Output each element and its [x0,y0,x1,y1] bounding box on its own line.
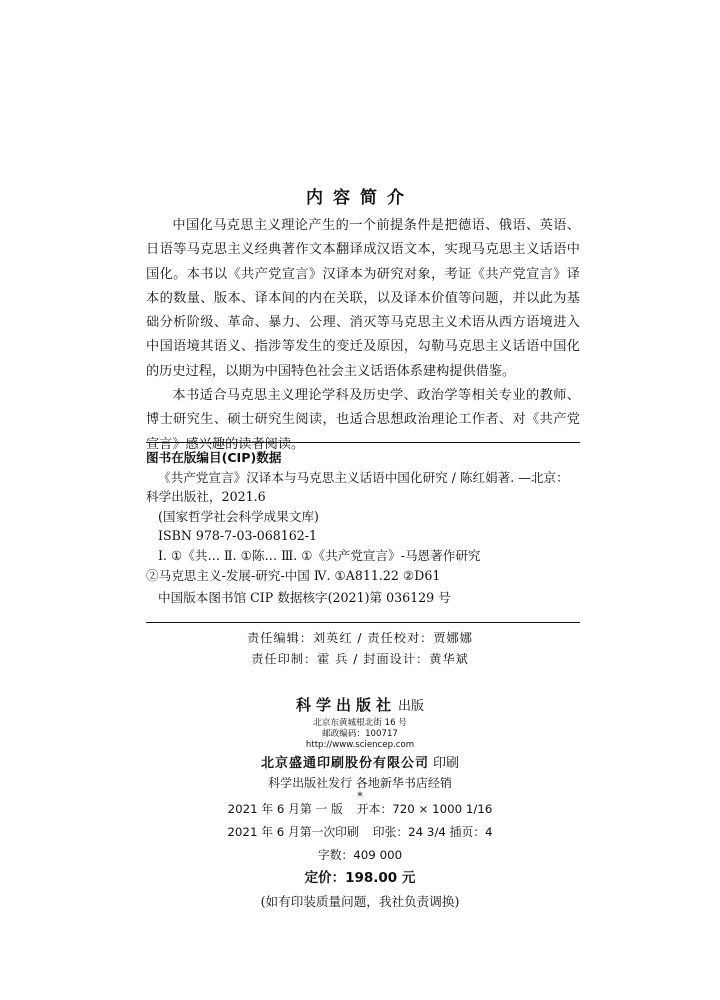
cip-isbn-line: ISBN 978-7-03-068162-1 [158,528,318,544]
edition-format: 开本：720 × 1000 1/16 [356,802,493,816]
cip-bottom-rule [146,622,580,623]
edition-date: 2021 年 6 月第 一 版 [227,802,343,816]
editor-line: 责任编辑：刘英红 / 责任校对：贾娜娜 [247,631,473,645]
cip-record-number: 中国版本图书馆 CIP 数据核字(2021)第 036129 号 [158,590,451,606]
editor-credits [0,628,720,670]
cip-subject-line: ②马克思主义-发展-研究-中国 Ⅳ. ①A811.22 ②D61 [146,567,441,583]
cip-publisher-line: 科学出版社，2021.6 [146,489,266,505]
publisher-suffix: 出版 [398,699,425,714]
price: 定价：198.00 元 [304,870,416,886]
publisher-url: http://www.sciencep.com [305,740,415,750]
publisher-address: 北京东黄城根北街 16 号 [313,718,407,728]
edition-block [0,798,720,913]
print-sheets: 印张：24 3/4 插页：4 [372,825,493,839]
print-date: 2021 年 6 月第一次印刷 [227,825,359,839]
cip-top-rule [146,442,580,443]
cip-block [146,448,580,608]
editor-line: 责任印制：霍 兵 / 封面设计：黄华斌 [251,652,469,666]
distribution-line: 科学出版社发行 各地新华书店经销 [268,776,452,790]
summary-body [146,214,580,457]
publisher-postcode: 邮政编码：100717 [322,729,398,739]
separator-star: * [357,790,363,803]
cip-subject-line: Ⅰ. ①《共… Ⅱ. ①陈… Ⅲ. ①《共产党宣言》-马恩著作研究 [158,547,481,563]
printer-suffix: 印刷 [433,756,460,771]
cip-heading: 图书在版编目(CIP)数据 [146,450,282,465]
publisher-name: 科学出版社 [295,696,396,714]
printer-name: 北京盛通印刷股份有限公司 [260,756,429,771]
word-count: 字数：409 000 [317,848,403,862]
summary-title: 内容简介 [306,188,414,208]
quality-notice: (如有印装质量问题，我社负责调换) [260,894,460,909]
summary-paragraph: 本书适合马克思主义理论学科及历史学、政治学等相关专业的教师、博士研究生、硕士研究生阅读，也适合思想政治理论工作者、对《共产党宣言》感兴趣的读者阅读。 [146,388,580,452]
publisher-block [0,694,720,802]
cip-series-line: (国家哲学社会科学成果文库) [158,508,319,524]
cip-title-line: 《共产党宣言》汉译本与马克思主义话语中国化研究 / 陈红娟著. —北京： [158,469,569,485]
summary-paragraph: 中国化马克思主义理论产生的一个前提条件是把德语、俄语、英语、日语等马克思主义经典著作文本翻译成汉语文本，实现马克思主义话语中国化。本书以《共产党宣言》汉译本为研究对象，考证《共产党宣言》译本的数量、版本、译本间的内在关联，以及译本价值等问题，并以此为基础分析阶级、革命、暴力、公理、消灭等马克思主义术语从西方语境进入中国语境其语义、指涉等发生的变迁及原因，勾勒马克思主义话语中国化的历史过程，以期为中国特色社会主义话语体系建构提供借鉴。 [146,218,580,379]
